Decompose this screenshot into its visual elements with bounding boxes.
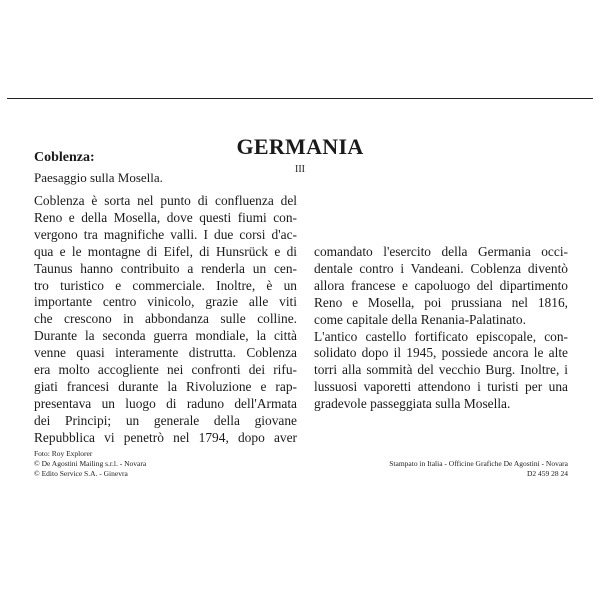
- text-line: Durante la seconda guerra mondiale, la città: [34, 328, 297, 344]
- credit-line: © Edito Service S.A. - Ginevra: [34, 469, 128, 478]
- text-line: tro turistico e commerciale. Inoltre, è un: [34, 277, 297, 293]
- catalog-code: D2 459 28 24: [526, 469, 568, 478]
- left-text-column: [34, 193, 297, 447]
- text-line: Reno e Mosella, poi prussiana nel 1816,: [314, 294, 568, 310]
- right-text-column: [314, 244, 568, 413]
- text-line: L'antico castello fortificato episcopale, con-: [314, 328, 568, 344]
- text-line: Taunus hanno contribuito a renderla un cen-: [34, 260, 297, 276]
- text-line: gradevole passeggiata sulla Mosella.: [314, 396, 511, 412]
- text-line: Coblenza è sorta nel punto di confluenza del: [34, 193, 297, 208]
- text-line: venne quasi interamente distrutta. Coblenza: [34, 345, 297, 361]
- credit-line: © De Agostini Mailing s.r.l. - Novara: [34, 459, 147, 468]
- text-line: come capitale della Renania-Palatinato.: [314, 311, 526, 327]
- text-line: dei Principi; un generale della giovane: [34, 412, 297, 428]
- photo-caption: Paesaggio sulla Mosella.: [34, 170, 163, 185]
- text-line: giati francesi durante la Rivoluzione e rap-: [34, 378, 297, 394]
- page-title: GERMANIA: [236, 134, 364, 159]
- photo-credits: [34, 449, 146, 479]
- text-line: vergono tra magnifiche valli. I due corsi d'ac-: [34, 226, 297, 242]
- text-line: solidato dopo il 1945, possiede ancora le alte: [314, 345, 568, 361]
- location-heading: Coblenza:: [34, 150, 95, 165]
- printer-line: Stampato in Italia - Officine Grafiche De Agostini - Novara: [389, 459, 568, 468]
- text-line: lussuosi vaporetti attendono i turisti per una: [314, 379, 568, 395]
- text-line: comandato l'esercito della Germania occi-: [314, 244, 568, 259]
- credit-line: Foto: Roy Explorer: [34, 449, 93, 458]
- text-line: qua e le montagne di Eifel, di Hunsrück e di: [34, 243, 297, 259]
- top-divider-line: [7, 98, 593, 99]
- page-number: III: [295, 164, 305, 175]
- text-line: importante centro vinicolo, grazie alle viti: [34, 294, 297, 310]
- text-line: allora francese e capoluogo del dipartimento: [314, 277, 568, 293]
- text-line: torri alla sommità del vecchio Burg. Inoltre, i: [314, 362, 568, 378]
- text-line: Reno e della Mosella, dove questi fiumi con-: [34, 209, 297, 225]
- text-line: che crescono in abbondanza sulle colline.: [34, 311, 297, 327]
- text-line: era molto accogliente nei confronti dei rifu-: [34, 362, 297, 378]
- text-line: dentale contro i Vandeani. Coblenza diventò: [314, 260, 568, 276]
- text-line: presentava un luogo di raduno dell'Armata: [34, 395, 297, 411]
- printer-info: [389, 459, 568, 479]
- text-line: Repubblica vi penetrò nel 1794, dopo aver: [34, 429, 297, 445]
